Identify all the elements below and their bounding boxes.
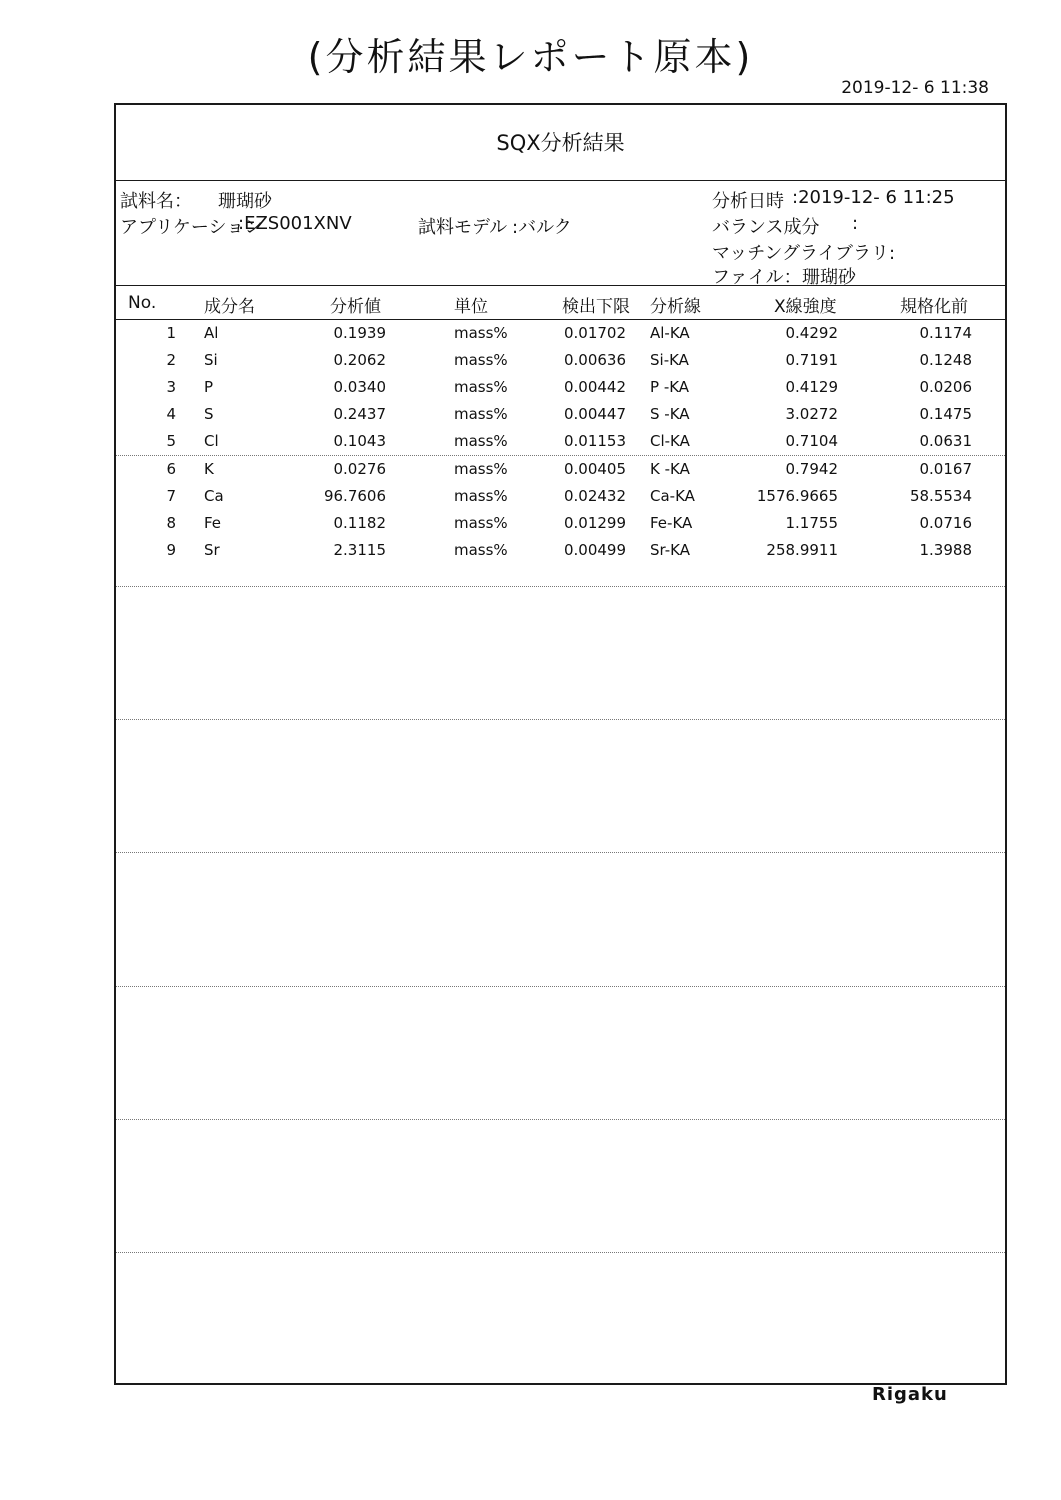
cell-value: 0.1182 [333, 514, 386, 532]
cell-line: Fe-KA [650, 514, 693, 532]
cell-lld: 0.01702 [563, 324, 626, 342]
cell-normalized: 0.0167 [919, 460, 972, 478]
application-value: :EZS001XNV [238, 213, 352, 234]
page-title: (分析結果レポート原本) [307, 35, 754, 79]
cell-intensity: 1576.9665 [756, 487, 838, 505]
cell-unit: mass% [454, 351, 508, 369]
cell-element: Cl [204, 432, 219, 450]
cell-element: S [204, 405, 214, 423]
sample-value: 珊瑚砂 [218, 191, 272, 212]
header-element: 成分名 [204, 297, 255, 317]
cell-no: 9 [166, 541, 176, 559]
file-label: ファイル： [712, 267, 802, 288]
cell-unit: mass% [454, 432, 508, 450]
cell-no: 8 [166, 514, 176, 532]
cell-value: 0.0276 [333, 460, 386, 478]
cell-no: 6 [166, 460, 176, 478]
table-row [116, 374, 1005, 401]
report-frame [114, 103, 1007, 1385]
date-label: 分析日時 [712, 191, 784, 212]
cell-intensity: 0.4129 [785, 378, 838, 396]
cell-intensity: 258.9911 [766, 541, 838, 559]
cell-normalized: 58.5534 [909, 487, 972, 505]
header-normalized: 規格化前 [900, 297, 968, 317]
row-divider [116, 852, 1005, 853]
cell-line: K -KA [650, 460, 690, 478]
cell-value: 2.3115 [333, 541, 386, 559]
cell-value: 96.7606 [323, 487, 386, 505]
library-label: マッチングライブラリ: [712, 243, 896, 264]
cell-no: 3 [166, 378, 176, 396]
rigaku-logo: Rigaku [872, 1384, 948, 1405]
cell-lld: 0.00442 [563, 378, 626, 396]
cell-line: Cl-KA [650, 432, 690, 450]
application-label: アプリケーション [120, 217, 263, 238]
cell-normalized: 0.0631 [919, 432, 972, 450]
cell-no: 1 [166, 324, 176, 342]
table-header [116, 286, 1005, 320]
balance-label: バランス成分 [712, 217, 820, 238]
cell-value: 0.2062 [333, 351, 386, 369]
table-row [116, 510, 1005, 537]
cell-lld: 0.02432 [563, 487, 626, 505]
cell-lld: 0.00636 [563, 351, 626, 369]
cell-value: 0.2437 [333, 405, 386, 423]
table-row [116, 537, 1005, 564]
cell-element: K [204, 460, 214, 478]
result-rows [116, 320, 1005, 564]
cell-element: Al [204, 324, 219, 342]
balance-value: : [852, 213, 859, 234]
report-title: SQX分析結果 [116, 105, 1005, 181]
sample-info [116, 181, 1005, 286]
cell-line: Al-KA [650, 324, 690, 342]
model-value: :バルク [512, 217, 572, 238]
cell-no: 7 [166, 487, 176, 505]
date-value: :2019-12- 6 11:25 [792, 187, 955, 208]
cell-normalized: 0.1475 [919, 405, 972, 423]
row-divider [116, 719, 1005, 720]
row-divider [116, 586, 1005, 587]
cell-no: 5 [166, 432, 176, 450]
cell-normalized: 0.1248 [919, 351, 972, 369]
cell-element: Fe [204, 514, 222, 532]
table-row [116, 401, 1005, 428]
table-row [116, 483, 1005, 510]
cell-value: 0.1043 [333, 432, 386, 450]
cell-value: 0.1939 [333, 324, 386, 342]
cell-unit: mass% [454, 541, 508, 559]
table-row [116, 320, 1005, 347]
cell-element: Ca [204, 487, 224, 505]
cell-no: 4 [166, 405, 176, 423]
cell-element: P [204, 378, 214, 396]
cell-element: Si [204, 351, 218, 369]
cell-line: S -KA [650, 405, 690, 423]
cell-line: Sr-KA [650, 541, 690, 559]
cell-lld: 0.00447 [563, 405, 626, 423]
cell-normalized: 0.0206 [919, 378, 972, 396]
row-divider [116, 1252, 1005, 1253]
cell-lld: 0.01299 [563, 514, 626, 532]
header-unit: 単位 [454, 297, 488, 317]
cell-lld: 0.00499 [563, 541, 626, 559]
cell-no: 2 [166, 351, 176, 369]
cell-line: Ca-KA [650, 487, 695, 505]
cell-unit: mass% [454, 487, 508, 505]
row-divider [116, 1119, 1005, 1120]
cell-intensity: 0.7104 [785, 432, 838, 450]
cell-unit: mass% [454, 324, 508, 342]
sample-label: 試料名： [120, 191, 192, 212]
cell-element: Sr [204, 541, 220, 559]
cell-intensity: 0.4292 [785, 324, 838, 342]
table-row [116, 347, 1005, 374]
header-lld: 検出下限 [562, 297, 630, 317]
cell-intensity: 0.7942 [785, 460, 838, 478]
cell-line: P -KA [650, 378, 690, 396]
cell-unit: mass% [454, 378, 508, 396]
cell-normalized: 1.3988 [919, 541, 972, 559]
header-no: No. [128, 293, 157, 313]
table-row [116, 428, 1005, 456]
cell-intensity: 3.0272 [785, 405, 838, 423]
cell-unit: mass% [454, 514, 508, 532]
cell-line: Si-KA [650, 351, 689, 369]
model-label: 試料モデル [418, 217, 508, 238]
cell-intensity: 1.1755 [785, 514, 838, 532]
cell-unit: mass% [454, 405, 508, 423]
cell-value: 0.0340 [333, 378, 386, 396]
header-intensity: X線強度 [774, 297, 837, 317]
cell-unit: mass% [454, 460, 508, 478]
file-value: 珊瑚砂 [802, 267, 856, 288]
cell-lld: 0.01153 [563, 432, 626, 450]
cell-lld: 0.00405 [563, 460, 626, 478]
print-timestamp: 2019-12- 6 11:38 [841, 78, 989, 98]
cell-normalized: 0.0716 [919, 514, 972, 532]
cell-normalized: 0.1174 [919, 324, 972, 342]
header-value: 分析値 [330, 297, 381, 317]
table-row [116, 456, 1005, 483]
cell-intensity: 0.7191 [785, 351, 838, 369]
row-divider [116, 986, 1005, 987]
header-line: 分析線 [650, 297, 701, 317]
